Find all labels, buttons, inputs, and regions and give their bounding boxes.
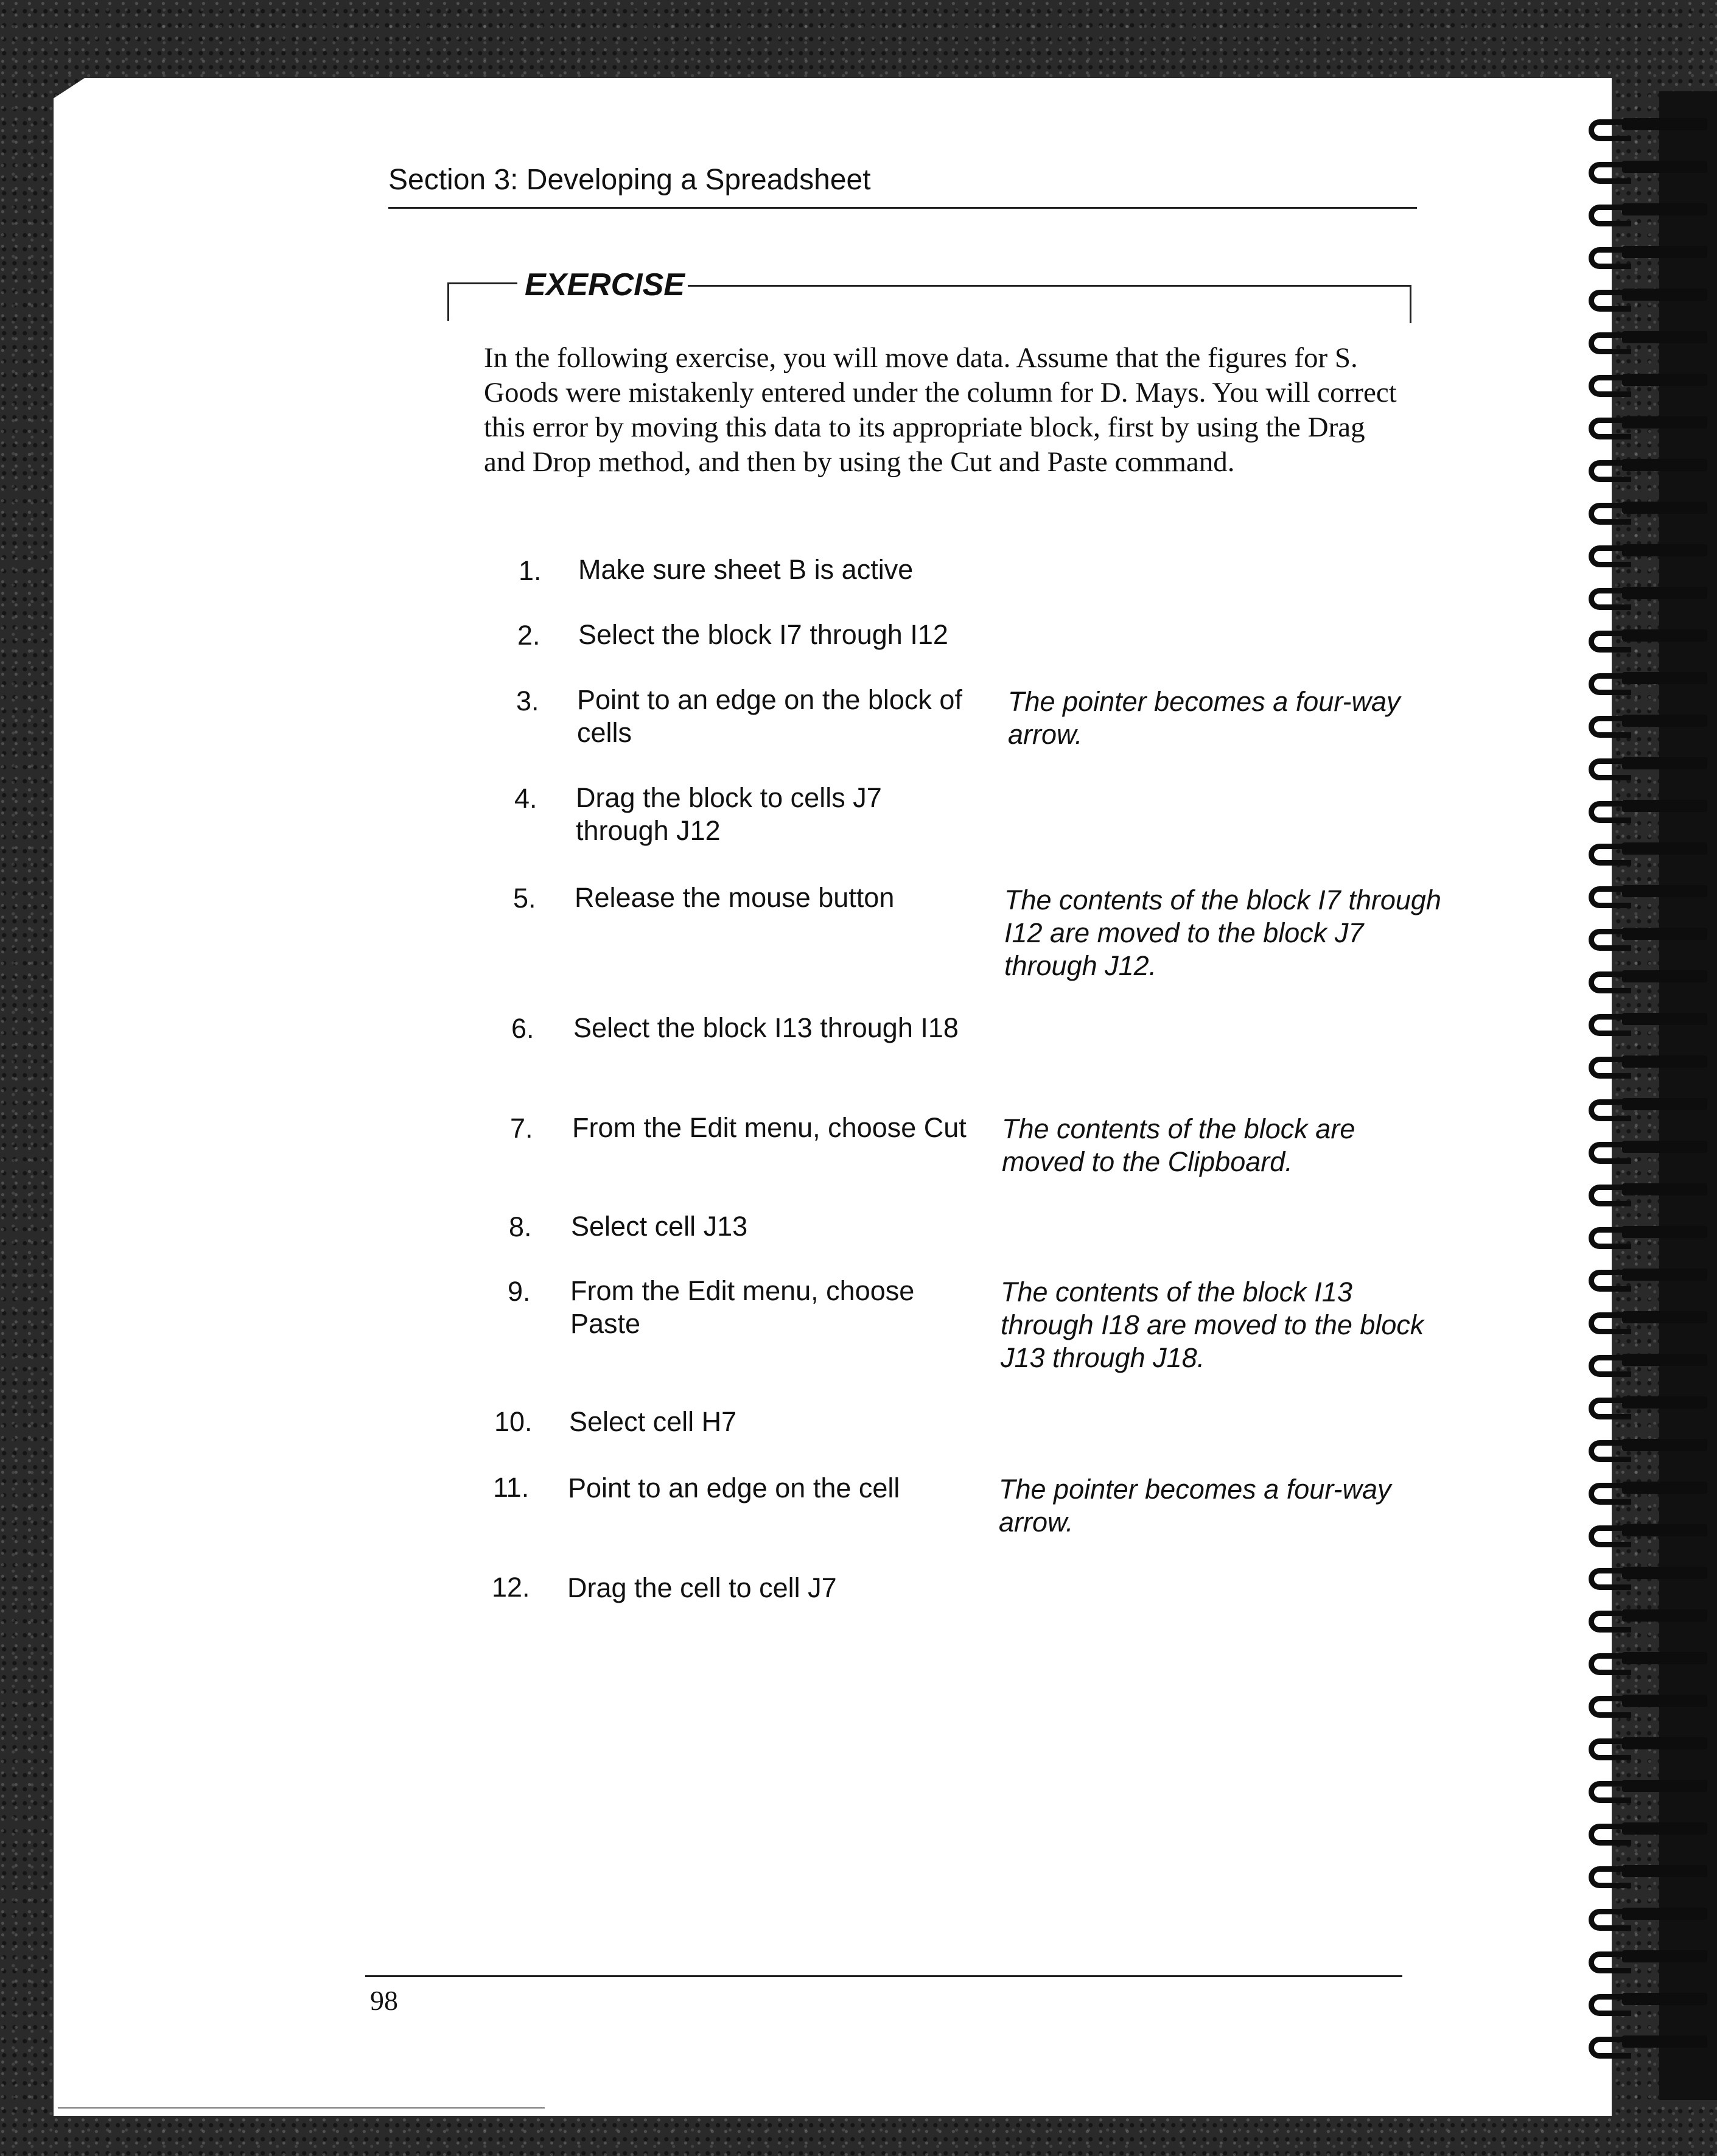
binding-ring: [1589, 1863, 1710, 1889]
step-note: The contents of the block are moved to the Clipboard.: [1002, 1113, 1355, 1177]
binding-ring: [1589, 1266, 1710, 1293]
binding-ring: [1589, 1138, 1710, 1165]
step-number: 3.: [516, 685, 539, 716]
step-number: 5.: [513, 883, 536, 914]
binding-ring: [1589, 712, 1710, 739]
binding-ring: [1589, 371, 1710, 398]
binding-ring: [1589, 414, 1710, 441]
page-edge-line: [58, 2107, 545, 2109]
binding-ring: [1589, 243, 1710, 270]
page-number: 98: [370, 1985, 398, 2016]
step-text: Make sure sheet B is active: [578, 554, 914, 585]
binding-ring: [1589, 925, 1710, 952]
step-number: 10.: [494, 1406, 533, 1437]
step-text: Select cell J13: [571, 1211, 748, 1242]
binding-ring: [1589, 627, 1710, 654]
binding-ring: [1589, 1692, 1710, 1719]
step-text: Point to an edge on the cell: [568, 1472, 900, 1503]
step-number: 11.: [493, 1472, 530, 1503]
binding-ring: [1589, 1522, 1710, 1549]
binding-ring: [1589, 457, 1710, 483]
binding-ring: [1589, 1650, 1710, 1676]
binding-ring: [1589, 1479, 1710, 1506]
binding-ring: [1589, 1351, 1710, 1378]
step-text: From the Edit menu, choose Paste: [570, 1275, 915, 1339]
binding-ring: [1589, 1564, 1710, 1591]
binding-ring: [1589, 1010, 1710, 1037]
binding-ring: [1589, 1948, 1710, 1975]
binding-ring: [1589, 542, 1710, 569]
footer-rule: [365, 1975, 1402, 1977]
exercise-box-border-right: [688, 285, 1411, 323]
binding-ring: [1589, 1990, 1710, 2017]
binding-ring: [1589, 840, 1710, 867]
step-text: From the Edit menu, choose Cut: [572, 1112, 967, 1143]
step-text: Drag the cell to cell J7: [567, 1572, 837, 1603]
binding-ring: [1589, 2033, 1710, 2060]
binding-ring: [1589, 883, 1710, 909]
binding-ring: [1589, 1735, 1710, 1762]
spiral-binding: [1589, 91, 1717, 2100]
step-number: 6.: [511, 1013, 534, 1044]
step-text: Point to an edge on the block of cells: [577, 684, 962, 748]
step-text: Drag the block to cells J7 through J12: [576, 782, 882, 846]
binding-ring: [1589, 670, 1710, 696]
step-number: 1.: [519, 555, 542, 586]
step-text: Select the block I7 through I12: [578, 619, 948, 650]
binding-ring: [1589, 201, 1710, 228]
step-number: 12.: [492, 1572, 530, 1603]
binding-ring: [1589, 1777, 1710, 1804]
binding-ring: [1589, 1181, 1710, 1208]
step-number: 7.: [510, 1113, 533, 1144]
section-title: Section 3: Developing a Spreadsheet: [388, 164, 871, 196]
exercise-title: EXERCISE: [525, 267, 685, 303]
binding-ring: [1589, 1820, 1710, 1847]
exercise-box-border-left: [447, 282, 517, 321]
binding-ring: [1589, 1607, 1710, 1634]
binding-ring: [1589, 968, 1710, 995]
exercise-intro: In the following exercise, you will move data. Assume that the figures for S. Goods were mistakenly entered under the column for D. Mays. You will correct this error by moving this data to its appropriate block, first by using the Drag and Drop method, and then by using the Cut and Paste command.: [484, 342, 1397, 478]
binding-ring: [1589, 1905, 1710, 1932]
binding-ring: [1589, 1394, 1710, 1421]
step-text: Select cell H7: [569, 1406, 737, 1437]
binding-ring: [1589, 1053, 1710, 1080]
binding-ring: [1589, 499, 1710, 526]
binding-ring: [1589, 158, 1710, 185]
step-note: The contents of the block I13 through I18 are moved to the block J13 through J18.: [1001, 1276, 1424, 1373]
binding-ring: [1589, 1096, 1710, 1122]
step-number: 8.: [509, 1211, 532, 1242]
binding-ring: [1589, 1223, 1710, 1250]
step-number: 2.: [517, 620, 540, 651]
step-text: Select the block I13 through I18: [573, 1012, 959, 1043]
binding-ring: [1589, 116, 1710, 142]
step-note: The pointer becomes a four-way arrow.: [999, 1474, 1391, 1538]
step-note: The contents of the block I7 through I12 are moved to the block J7 through J12.: [1004, 884, 1441, 981]
binding-ring: [1589, 1437, 1710, 1463]
binding-ring: [1589, 755, 1710, 782]
header-rule: [388, 207, 1417, 209]
binding-ring: [1589, 797, 1710, 824]
binding-ring: [1589, 286, 1710, 313]
binding-ring: [1589, 584, 1710, 611]
step-number: 4.: [514, 783, 537, 814]
step-note: The pointer becomes a four-way arrow.: [1008, 686, 1401, 750]
step-text: Release the mouse button: [575, 882, 895, 913]
binding-ring: [1589, 1309, 1710, 1335]
binding-ring: [1589, 329, 1710, 355]
step-number: 9.: [508, 1276, 531, 1307]
